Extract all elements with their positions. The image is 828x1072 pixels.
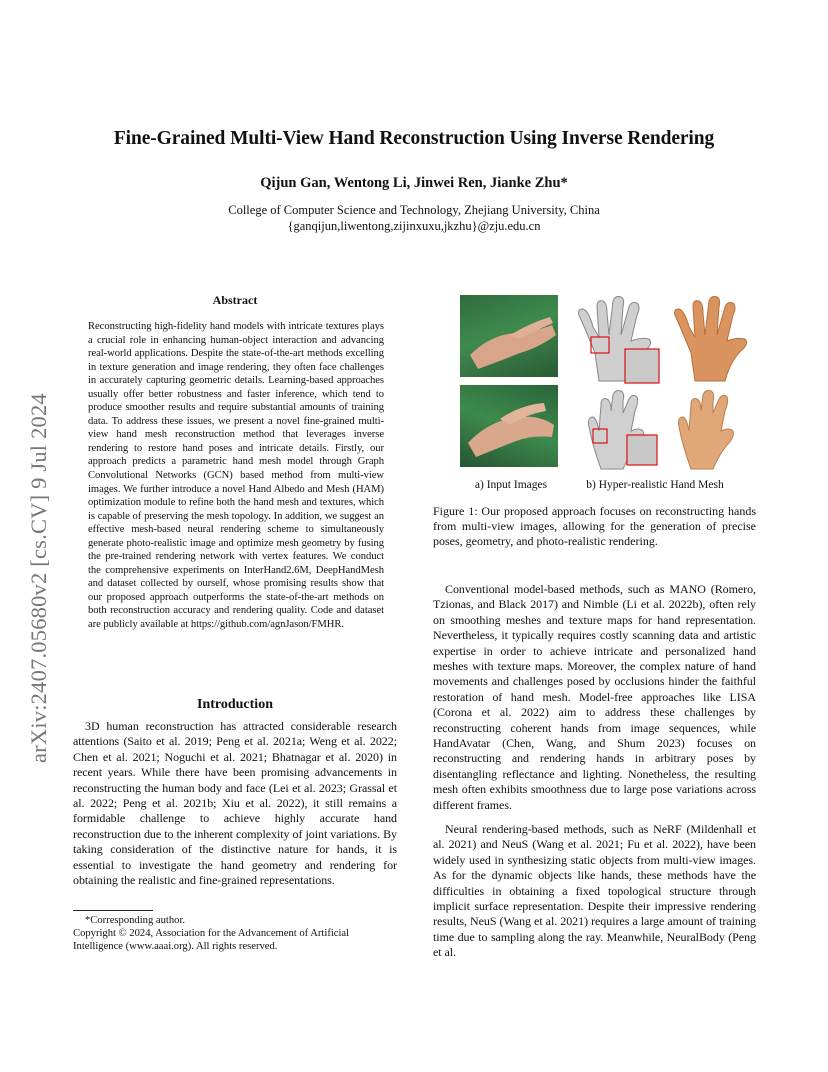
hand-render-bottom <box>669 387 753 471</box>
introduction-heading: Introduction <box>197 697 273 712</box>
introduction-text: 3D human reconstruction has attracted considerable research attentions (Saito et al. 2019; Peng et al. 2021a; Weng et al. 2022; Chen et al. 2021; Noguchi et al. 2021; Bhatnagar et al. 2020) in recent years. While there have been promising advancements in reconstructing the human body and face (Lei et al. 2023; Grassal et al. 2022; Peng et al. 2021b; Xiu et al. 2022), it still remains a formidable challenge to achieve highly accurate hand reconstruction due to the inherent complexity of joint variations. By taking consideration of the distinctive nature for hands, it is essential to investigate the hand geometry and rendering for obtaining the realistic and fine-grained representations. <box>73 719 397 888</box>
figure-caption: Figure 1: Our proposed approach focuses on reconstructing hands from multi-view images, allowing for the generation of precise poses, geometry, and photo-realistic rendering. <box>433 504 756 549</box>
author-list: Qijun Gan, Wentong Li, Jinwei Ren, Jianke Zhu* <box>260 175 568 191</box>
figure-label-b: b) Hyper-realistic Hand Mesh <box>586 479 724 491</box>
abstract-text: Reconstructing high-fidelity hand models with intricate textures plays a crucial role in enhancing human-object interaction and advancing real-world applications. Despite the state-of-the-art methods excelling in texture generation and image rendering, they often face challenges in accurately capturing geometric details. Learning-based approaches usually offer better robustness and faster inference, which tend to produce smoother results and require substantial amounts of training data. To address these issues, we present a novel fine-grained multi-view hand mesh reconstruction method that leverages inverse rendering to restore hand poses and intricate details. Firstly, our approach predicts a parametric hand mesh model through Graph Convolutional Networks (GCN) based method from multi-view images. We further introduce a novel Hand Albedo and Mesh (HAM) optimization module to refine both the hand mesh and textures, which is capable of preserving the mesh topology. In addition, we suggest an effective mesh-based neural rendering scheme to simultaneously generate photo-realistic image and optimize mesh geometry by fusing the pre-trained rendering network with vertex features. We conduct the comprehensive experiments on InterHand2.6M, DeepHandMesh and dataset collected by ourself, whose promising results show that our proposed approach outperforms the state-of-the-art methods on both reconstruction accuracy and rendering quality. Code and dataset are publicly available at https://github.com/agnJason/FMHR. <box>88 321 384 631</box>
input-image-top <box>460 295 558 377</box>
arxiv-stamp: arXiv:2407.05680v2 [cs.CV] 9 Jul 2024 <box>26 393 51 763</box>
paper-title: Fine-Grained Multi-View Hand Reconstruction Using Inverse Rendering <box>113 128 715 149</box>
author-emails: {ganqijun,liwentong,zijinxuxu,jkzhu}@zju.edu.cn <box>287 219 541 233</box>
abstract-heading: Abstract <box>212 293 258 307</box>
affiliation: College of Computer Science and Technology, Zhejiang University, China <box>228 203 600 217</box>
copyright-note: Copyright © 2024, Association for the Advancement of Artificial Intelligence (www.aaai.org). All rights reserved. <box>73 928 350 953</box>
figure-1 <box>433 293 756 471</box>
body-paragraph-2: Neural rendering-based methods, such as NeRF (Mildenhall et al. 2021) and NeuS (Wang et al. 2021; Fu et al. 2022), have been widely used in synthesizing static objects from multi-view images. As for the dynamic objects like hands, these methods have the difficulties in obtaining a fixed topological structure through implicit surface representation. Despite their impressive rendering results, NeuS (Wang et al. 2021) requires a large amount of training time due to sampling along the ray. Meanwhile, NeuralBody (Peng et al. <box>433 822 756 960</box>
footnote-block <box>73 914 397 954</box>
hand-render-top <box>665 293 753 385</box>
affiliation-block <box>60 202 768 234</box>
hand-mesh-top <box>569 293 661 385</box>
hand-mesh-bottom <box>579 387 661 471</box>
corresponding-author-note: *Corresponding author. <box>85 915 186 926</box>
footnote-rule <box>73 910 153 911</box>
figure-label-a: a) Input Images <box>474 479 548 491</box>
body-paragraph-1: Conventional model-based methods, such as MANO (Romero, Tzionas, and Black 2017) and Nimble (Li et al. 2022b), often rely on smoothing meshes and texture maps for hand representation. Nevertheless, it typically requires costly scanning data and artistic expertise in order to achieve intricate and personalized hand meshes with texture maps. Moreover, the complex nature of hand movements and challenges posed by occlusions hinder the faithful restoration of hand mesh. Model-free approaches like LISA (Corona et al. 2022) aim to address these challenges by reconstructing coherent hands from image sequences, while HandAvatar (Chen, Wang, and Shum 2023) focuses on reconstructing and rendering hands in arbitrary poses by disentangling reflectance and lighting. Nonetheless, the resulting mesh often exhibits smoothness due to large pose variations across different frames. <box>433 582 756 812</box>
input-image-bottom <box>460 385 558 467</box>
